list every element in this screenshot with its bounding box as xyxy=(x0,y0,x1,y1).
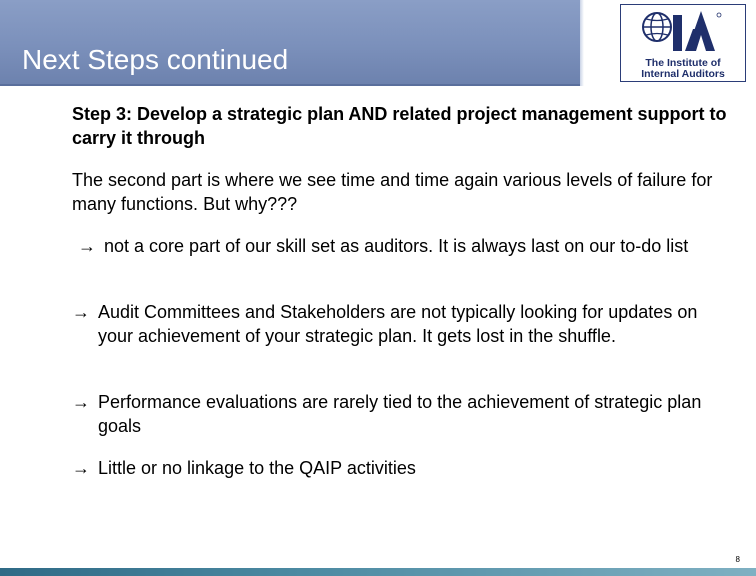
arrow-right-icon: → xyxy=(72,458,90,478)
page-number: 8 xyxy=(735,555,740,564)
intro-paragraph: The second part is where we see time and time again various levels of failure for many functions. But why??? xyxy=(72,170,713,214)
header-divider xyxy=(0,84,580,86)
footer-band xyxy=(0,568,756,576)
header-separator xyxy=(580,0,584,86)
list-item xyxy=(72,390,720,438)
list-item xyxy=(78,234,726,258)
arrow-right-icon: → xyxy=(72,392,90,412)
iia-logo xyxy=(620,4,746,82)
bullet-text: Little or no linkage to the QAIP activities xyxy=(98,458,416,478)
logo-line-1: The Institute of xyxy=(645,57,721,69)
arrow-right-icon: → xyxy=(78,236,96,256)
slide-title: Next Steps continued xyxy=(22,44,289,75)
step-heading: Step 3: Develop a strategic plan AND related project management support to carry it through xyxy=(72,104,727,148)
arrow-right-icon: → xyxy=(72,302,90,322)
list-item xyxy=(72,300,720,348)
bullet-text: Audit Committees and Stakeholders are not typically looking for updates on your achievement of your strategic plan. It gets lost in the shuffle. xyxy=(98,302,698,346)
logo-line-2: Internal Auditors xyxy=(641,68,725,80)
bullet-text: not a core part of our skill set as auditors. It is always last on our to-do list xyxy=(104,236,689,256)
list-item xyxy=(72,456,720,480)
bullet-text: Performance evaluations are rarely tied to the achievement of strategic plan goals xyxy=(98,392,702,436)
globe-icon xyxy=(621,5,745,57)
